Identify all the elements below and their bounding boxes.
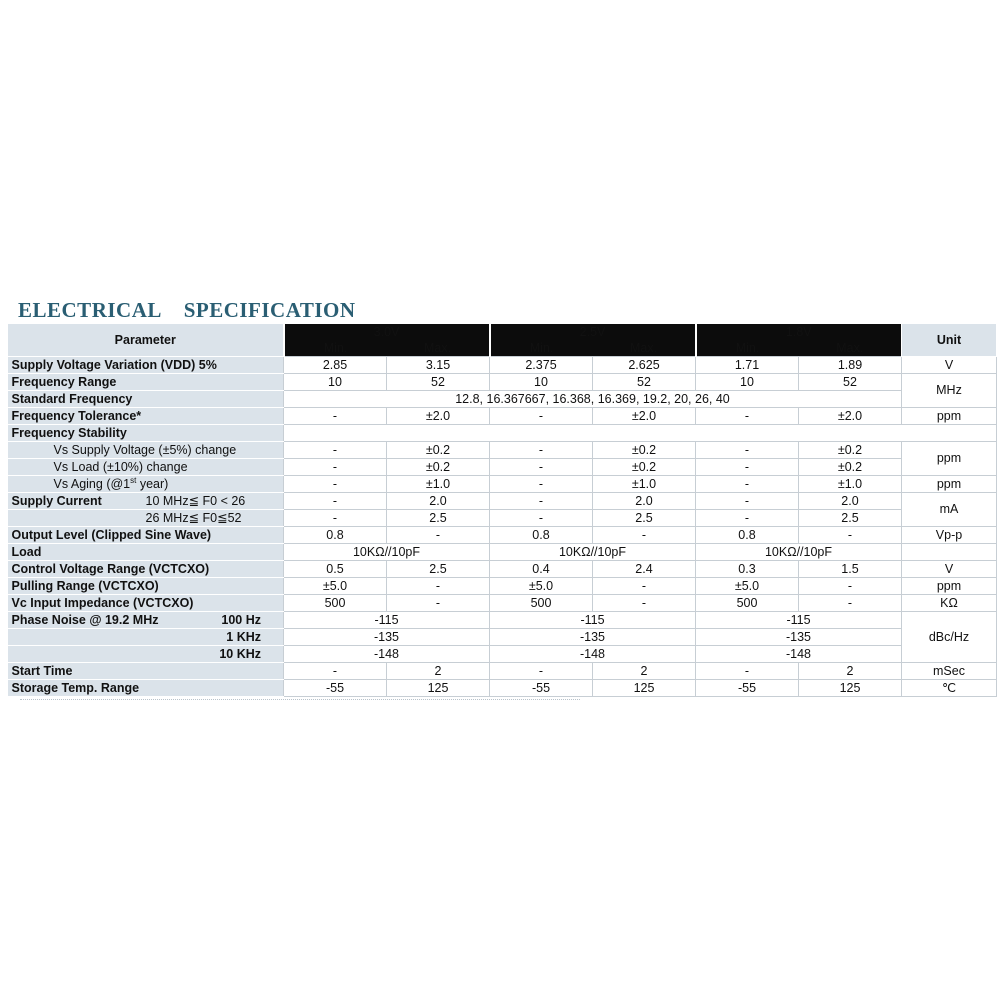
cell-value: -148 (284, 645, 490, 662)
cell-value: -55 (284, 679, 387, 696)
row-label: Control Voltage Range (VCTCXO) (8, 560, 284, 577)
cell-value: 2 (387, 662, 490, 679)
row-label: Storage Temp. Range (8, 679, 284, 696)
cell-value: ±2.0 (799, 407, 902, 424)
row-label: Frequency Stability (8, 424, 284, 441)
cell-unit: KΩ (902, 594, 997, 611)
cell-value: - (799, 577, 902, 594)
row-label: Output Level (Clipped Sine Wave) (8, 526, 284, 543)
cell-value: ±1.0 (593, 475, 696, 492)
cell-value: ±5.0 (284, 577, 387, 594)
cell-value: - (284, 441, 387, 458)
cell-value: 2.0 (799, 492, 902, 509)
cell-value: 2.0 (387, 492, 490, 509)
cell-value: 0.8 (696, 526, 799, 543)
table-row (8, 441, 997, 458)
row-label: Vs Supply Voltage (±5%) change (8, 441, 284, 458)
cell-empty (284, 424, 997, 441)
cell-value: - (387, 526, 490, 543)
cell-value: - (593, 526, 696, 543)
cell-value: - (284, 662, 387, 679)
cell-value: 2.5 (593, 509, 696, 526)
cell-value: - (387, 594, 490, 611)
row-label: Load (8, 543, 284, 560)
cell-value: 12.8, 16.367667, 16.368, 16.369, 19.2, 20, 26, 40 (284, 390, 902, 407)
cell-unit: ppm (902, 441, 997, 475)
row-label (8, 492, 284, 509)
cell-value: 2 (593, 662, 696, 679)
cell-value: -135 (490, 628, 696, 645)
cell-value: 52 (387, 373, 490, 390)
cell-value: -115 (284, 611, 490, 628)
table-row (8, 390, 997, 407)
cell-unit: Vp-p (902, 526, 997, 543)
cell-value: - (799, 594, 902, 611)
table-row (8, 407, 997, 424)
cell-value: - (284, 509, 387, 526)
table-row (8, 509, 997, 526)
cell-value: 125 (799, 679, 902, 696)
cell-value: 52 (799, 373, 902, 390)
cell-value: ±5.0 (490, 577, 593, 594)
cell-unit: ppm (902, 475, 997, 492)
row-label: Pulling Range (VCTCXO) (8, 577, 284, 594)
aging-label-post: year) (136, 476, 169, 491)
cell-value: ±0.2 (387, 441, 490, 458)
row-label: Vc Input Impedance (VCTCXO) (8, 594, 284, 611)
table-row (8, 679, 997, 696)
header-max: Max. (799, 340, 902, 357)
table-row (8, 628, 997, 645)
cell-value: 2.5 (387, 560, 490, 577)
spec-table (7, 323, 997, 697)
header-min: Min. (284, 340, 387, 357)
cell-value: 10 (284, 373, 387, 390)
phase-noise-freq: 1 KHz (226, 629, 261, 644)
cell-value: - (593, 577, 696, 594)
header-min: Min. (696, 340, 799, 357)
cell-value: ±2.0 (387, 407, 490, 424)
cell-value: - (490, 662, 593, 679)
cell-value: 0.8 (490, 526, 593, 543)
header-max: Max. (593, 340, 696, 357)
cell-value: - (387, 577, 490, 594)
supply-current-condition: 10 MHz≦ F0 < 26 (145, 493, 246, 508)
cell-value: 10 (696, 373, 799, 390)
cell-value: 2.4 (593, 560, 696, 577)
header-unit: Unit (902, 324, 997, 357)
table-row (8, 560, 997, 577)
cell-value: ±1.0 (799, 475, 902, 492)
cell-value: 10KΩ//10pF (490, 543, 696, 560)
row-label (8, 475, 284, 492)
table-row (8, 492, 997, 509)
row-label (8, 509, 284, 526)
cell-value: - (284, 475, 387, 492)
header-parameter: Parameter (8, 324, 284, 357)
table-row (8, 611, 997, 628)
footnote-divider (20, 699, 580, 702)
cell-value: 0.4 (490, 560, 593, 577)
cell-value: -135 (696, 628, 902, 645)
cell-unit: MHz (902, 373, 997, 407)
cell-value: - (490, 441, 593, 458)
cell-unit: V (902, 560, 997, 577)
table-row (8, 594, 997, 611)
cell-value: - (490, 492, 593, 509)
cell-unit: ppm (902, 577, 997, 594)
cell-value: - (696, 509, 799, 526)
table-row (8, 645, 997, 662)
cell-value: 2.5 (387, 509, 490, 526)
cell-value: - (696, 492, 799, 509)
cell-value: - (799, 526, 902, 543)
cell-value: 500 (490, 594, 593, 611)
cell-value: ±0.2 (799, 458, 902, 475)
row-label (8, 611, 284, 628)
cell-value: 10KΩ//10pF (696, 543, 902, 560)
cell-value: - (696, 458, 799, 475)
row-label (8, 645, 284, 662)
cell-value: 10 (490, 373, 593, 390)
row-label: Vs Load (±10%) change (8, 458, 284, 475)
cell-value: 125 (387, 679, 490, 696)
cell-value: -115 (490, 611, 696, 628)
cell-value: 0.5 (284, 560, 387, 577)
aging-label-sup: st (130, 475, 137, 485)
cell-value: - (696, 407, 799, 424)
cell-value: 500 (284, 594, 387, 611)
cell-value: 2.85 (284, 356, 387, 373)
cell-value: 2.0 (593, 492, 696, 509)
cell-value: ±0.2 (593, 458, 696, 475)
header-voltage-18v: 1.8V (696, 324, 902, 340)
table-row (8, 373, 997, 390)
cell-value: - (696, 475, 799, 492)
cell-value: -115 (696, 611, 902, 628)
cell-value: ±5.0 (696, 577, 799, 594)
cell-value: - (696, 441, 799, 458)
cell-value: ±0.2 (799, 441, 902, 458)
cell-value: - (284, 458, 387, 475)
cell-value: 2.5 (799, 509, 902, 526)
phase-noise-freq: 10 KHz (219, 646, 261, 661)
cell-value: -135 (284, 628, 490, 645)
header-max: Max. (387, 340, 490, 357)
table-row (8, 662, 997, 679)
cell-unit: V (902, 356, 997, 373)
row-label: Frequency Tolerance* (8, 407, 284, 424)
cell-value: 125 (593, 679, 696, 696)
cell-unit: ppm (902, 407, 997, 424)
cell-value: - (696, 662, 799, 679)
row-label: Standard Frequency (8, 390, 284, 407)
table-row (8, 543, 997, 560)
phase-noise-freq: 100 Hz (221, 612, 261, 627)
table-row (8, 475, 997, 492)
row-label (8, 628, 284, 645)
row-label: Frequency Range (8, 373, 284, 390)
cell-value: 3.15 (387, 356, 490, 373)
header-voltage-25v: 2.5V (490, 324, 696, 340)
cell-value: 52 (593, 373, 696, 390)
table-row (8, 356, 997, 373)
cell-value: - (593, 594, 696, 611)
cell-unit: mSec (902, 662, 997, 679)
cell-empty (902, 543, 997, 560)
cell-value: -55 (490, 679, 593, 696)
aging-label-pre: Vs Aging (@1 (53, 476, 131, 491)
cell-value: - (490, 458, 593, 475)
table-row (8, 526, 997, 543)
cell-unit: ℃ (902, 679, 997, 696)
supply-current-condition: 26 MHz≦ F0≦52 (145, 510, 242, 525)
cell-value: 1.71 (696, 356, 799, 373)
phase-noise-label: Phase Noise @ 19.2 MHz (11, 612, 159, 627)
cell-value: 2.375 (490, 356, 593, 373)
cell-value: -148 (490, 645, 696, 662)
cell-value: 2.625 (593, 356, 696, 373)
cell-value: ±1.0 (387, 475, 490, 492)
cell-value: 1.89 (799, 356, 902, 373)
cell-value: - (490, 475, 593, 492)
cell-unit: dBc/Hz (902, 611, 997, 662)
cell-value: - (284, 492, 387, 509)
supply-current-label: Supply Current (11, 493, 102, 508)
cell-unit: mA (902, 492, 997, 526)
cell-value: ±2.0 (593, 407, 696, 424)
cell-value: 500 (696, 594, 799, 611)
cell-value: -55 (696, 679, 799, 696)
cell-value: - (490, 509, 593, 526)
cell-value: ±0.2 (387, 458, 490, 475)
cell-value: - (284, 407, 387, 424)
page-title: ELECTRICAL SPECIFICATION (18, 298, 356, 322)
cell-value: 1.5 (799, 560, 902, 577)
header-min: Min. (490, 340, 593, 357)
cell-value: ±0.2 (593, 441, 696, 458)
header-voltage-3v: 3.0V (284, 324, 490, 340)
cell-value: - (490, 407, 593, 424)
table-row (8, 577, 997, 594)
cell-value: 10KΩ//10pF (284, 543, 490, 560)
cell-value: 0.3 (696, 560, 799, 577)
row-label: Start Time (8, 662, 284, 679)
table-row (8, 424, 997, 441)
cell-value: 2 (799, 662, 902, 679)
table-row (8, 458, 997, 475)
cell-value: -148 (696, 645, 902, 662)
cell-value: 0.8 (284, 526, 387, 543)
row-label: Supply Voltage Variation (VDD) 5% (8, 356, 284, 373)
